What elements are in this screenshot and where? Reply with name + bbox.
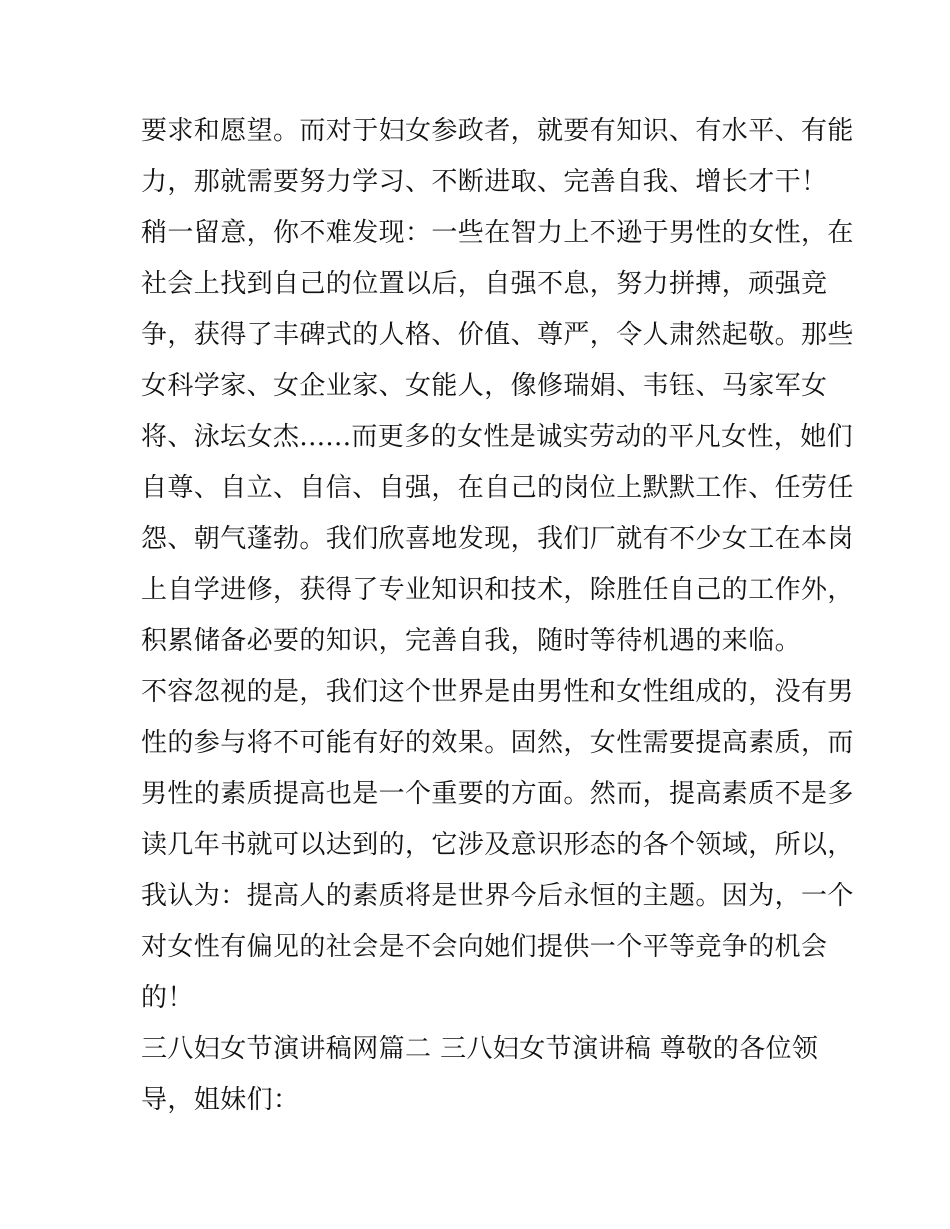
text-line: 读几年书就可以达到的，它涉及意识形态的各个领域，所以， xyxy=(141,830,854,860)
paragraph-4 xyxy=(141,1024,819,1126)
text-line: 女科学家、女企业家、女能人，像修瑞娟、韦钰、马家军女 xyxy=(141,371,828,401)
text-line: 力，那就需要努力学习、不断进取、完善自我、增长才干！ xyxy=(141,167,828,197)
text-line: 社会上找到自己的位置以后，自强不息，努力拼搏，顽强竞 xyxy=(141,269,828,299)
text-line: 男性的素质提高也是一个重要的方面。然而，提高素质不是多 xyxy=(141,779,854,809)
text-line: 要求和愿望。而对于妇女参政者，就要有知识、有水平、有能 xyxy=(141,116,854,146)
text-line: 导，姐妹们： xyxy=(141,1085,300,1115)
paragraph-2 xyxy=(141,208,854,667)
text-line: 积累储备必要的知识，完善自我，随时等待机遇的来临。 xyxy=(141,626,802,656)
text-line: 上自学进修，获得了专业知识和技术，除胜任自己的工作外， xyxy=(141,575,854,605)
text-line: 的！ xyxy=(141,983,194,1013)
text-line: 性的参与将不可能有好的效果。固然，女性需要提高素质，而 xyxy=(141,728,854,758)
paragraph-3 xyxy=(141,667,854,1024)
text-line: 将、泳坛女杰......而更多的女性是诚实劳动的平凡女性，她们 xyxy=(141,422,853,452)
text-line: 争，获得了丰碑式的人格、价值、尊严，令人肃然起敬。那些 xyxy=(141,320,854,350)
text-line: 对女性有偏见的社会是不会向她们提供一个平等竞争的机会 xyxy=(141,932,828,962)
text-line: 怨、朝气蓬勃。我们欣喜地发现，我们厂就有不少女工在本岗 xyxy=(141,524,854,554)
document-body xyxy=(141,106,854,1126)
text-line: 不容忽视的是，我们这个世界是由男性和女性组成的，没有男 xyxy=(141,677,854,707)
text-line: 我认为：提高人的素质将是世界今后永恒的主题。因为，一个 xyxy=(141,881,854,911)
paragraph-1 xyxy=(141,106,854,208)
text-line: 稍一留意，你不难发现：一些在智力上不逊于男性的女性，在 xyxy=(141,218,854,248)
text-line: 自尊、自立、自信、自强，在自己的岗位上默默工作、任劳任 xyxy=(141,473,854,503)
text-line: 三八妇女节演讲稿网篇二 三八妇女节演讲稿 尊敬的各位领 xyxy=(141,1034,819,1064)
